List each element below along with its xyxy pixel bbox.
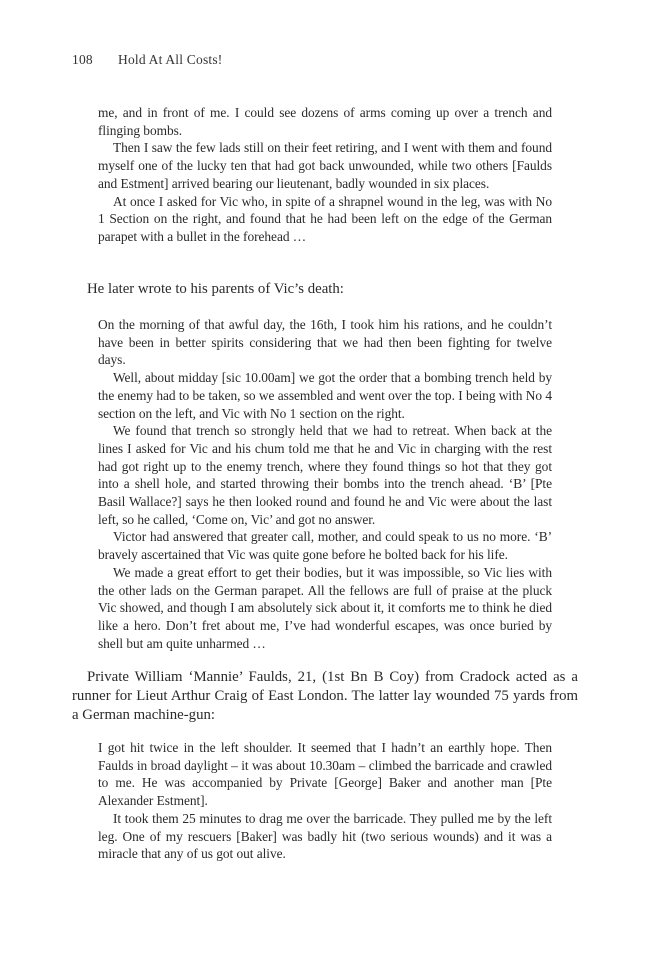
quote-paragraph: Then I saw the few lads still on their feet retiring, and I went with them and found myself one of the lucky ten that had got back unwounded, while two others [Faulds and Estment] arrived bearing our lieutenant, badly wounded in six places. xyxy=(98,140,552,191)
body-paragraph-2 xyxy=(72,668,578,725)
block-quote-2 xyxy=(98,316,552,652)
block-quote-1 xyxy=(98,104,552,246)
running-header xyxy=(72,52,223,68)
quote-paragraph: Well, about midday [sic 10.00am] we got the order that a bombing trench held by the enemy had to be taken, so we assembled and went over the top. I being with No 4 section on the left, and Vic with No 1 section on the right. xyxy=(98,370,552,421)
page-number: 108 xyxy=(72,52,93,67)
running-title: Hold At All Costs! xyxy=(118,52,223,67)
quote-paragraph: We made a great effort to get their bodies, but it was impossible, so Vic lies with the other lads on the German parapet. All the fellows are full of praise at the pluck Vic showed, and though I am absolutely sick about it, it comforts me to think he died like a hero. Don’t fret about me, I’ve had wonderful escapes, was once buried by shell but am quite unharmed … xyxy=(98,564,552,651)
quote-paragraph: At once I asked for Vic who, in spite of a shrapnel wound in the leg, was with No 1 Section on the right, and found that he had been left on the edge of the German parapet with a bullet in the forehead … xyxy=(98,193,552,244)
block-quote-3 xyxy=(98,739,552,863)
body-paragraph: Private William ‘Mannie’ Faulds, 21, (1st Bn B Coy) from Cradock acted as a runner for Lieut Arthur Craig of East London. The latter lay wounded 75 yards from a German machine-gun: xyxy=(72,669,578,723)
body-paragraph: He later wrote to his parents of Vic’s death: xyxy=(87,281,344,297)
quote-paragraph: It took them 25 minutes to drag me over the barricade. They pulled me by the left leg. One of my rescuers [Baker] was badly hit (two serious wounds) and it was a miracle that any of us got out alive. xyxy=(98,810,552,862)
quote-paragraph: me, and in front of me. I could see dozens of arms coming up over a trench and flinging bombs. xyxy=(98,105,552,138)
quote-paragraph: We found that trench so strongly held that we had to retreat. When back at the lines I asked for Vic and his chum told me that he and Vic in charging with the rest had got right up to the enemy trench, where they found things so hot that they got into a shell hole, and started throwing their bombs into the trench ahead. ‘B’ [Pte Basil Wallace?] says he then looked round and found he and Vic were about the last left, so he called, ‘Come on, Vic’ and got no answer. xyxy=(98,423,552,527)
quote-paragraph: I got hit twice in the left shoulder. It seemed that I hadn’t an earthly hope. Then Faulds in broad daylight – it was about 10.30am – climbed the barricade and crawled to me. He was accompanied by Private [George] Baker and another man [Pte Alexander Estment]. xyxy=(98,740,552,809)
quote-paragraph: Victor had answered that greater call, mother, and could speak to us no more. ‘B’ bravely ascertained that Vic was quite gone before he bolted back for his life. xyxy=(98,529,552,563)
quote-paragraph: On the morning of that awful day, the 16th, I took him his rations, and he couldn’t have been in better spirits considering that we had then been fighting for twelve days. xyxy=(98,317,552,368)
body-paragraph-1 xyxy=(72,280,578,299)
